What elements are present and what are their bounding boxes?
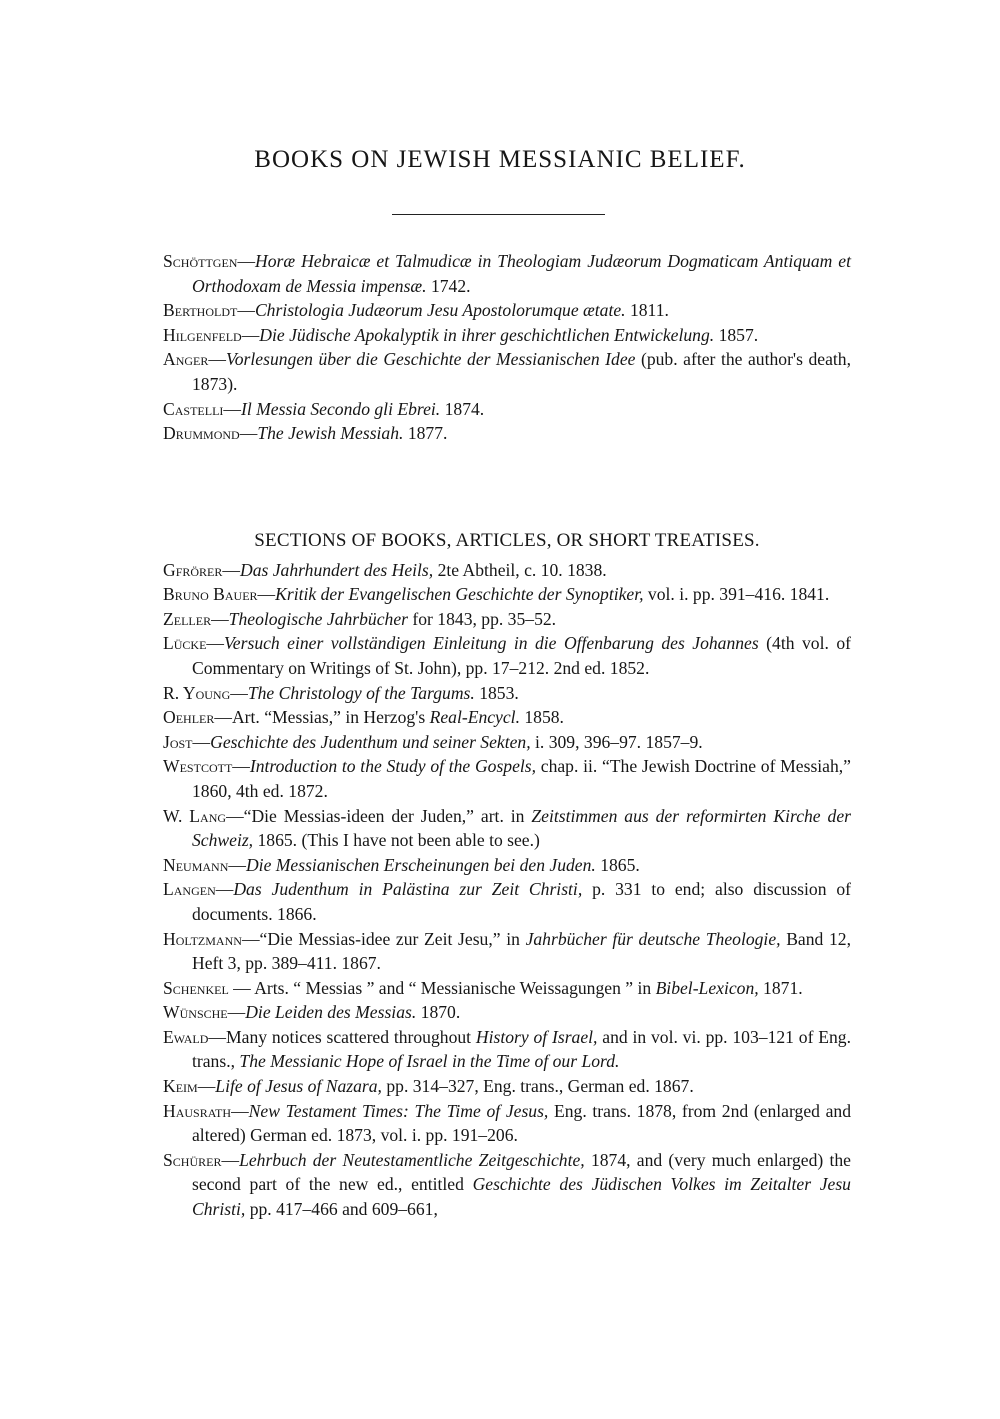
entry-author: Hausrath xyxy=(163,1100,232,1121)
entry-author: Wünsche xyxy=(163,1002,228,1023)
entry-text: chap. ii. “The Jewish Doctrine of Messiah,” 1860, 4th ed. 1872. xyxy=(192,756,851,801)
bibliography-entry xyxy=(163,804,851,853)
entry-author: Westcott xyxy=(163,756,233,777)
entry-separator: — xyxy=(221,1149,240,1170)
entry-text: 1874. xyxy=(440,398,485,419)
entry-separator: — xyxy=(241,324,260,345)
entry-text: vol. i. pp. 391–416. 1841. xyxy=(643,584,830,605)
entry-text: Arts. “ Messias ” and “ Messianische Weissagungen ” in xyxy=(254,977,656,998)
entry-title: Das Judenthum in Palästina zur Zeit Christi, xyxy=(233,879,583,900)
bibliography-entry xyxy=(163,1148,851,1222)
entry-title: Versuch einer vollständigen Einleitung in die Offenbarung des Johannes xyxy=(224,633,759,654)
entry-title: Jahrbücher für deutsche Theologie, xyxy=(525,928,781,949)
entry-separator: — xyxy=(222,559,240,580)
entry-title: Il Messia Secondo gli Ebrei. xyxy=(241,398,441,419)
entry-title: Bibel-Lexicon, xyxy=(655,977,759,998)
entry-title: History of Israel, xyxy=(475,1026,598,1047)
page-title: BOOKS ON JEWISH MESSIANIC BELIEF. xyxy=(254,146,746,173)
entry-text: 1742. xyxy=(426,275,471,296)
bibliography-entry xyxy=(163,754,851,803)
entry-title: New Testament Times: The Time of Jesus, xyxy=(248,1100,549,1121)
entry-title: Introduction to the Study of the Gospels, xyxy=(249,756,537,777)
entry-separator: — xyxy=(192,731,211,752)
section-heading: SECTIONS OF BOOKS, ARTICLES, OR SHORT TREATISES. xyxy=(254,530,760,551)
entry-title: Die Leiden des Messias. xyxy=(245,1002,417,1023)
entry-separator: — xyxy=(231,1100,249,1121)
entry-author: Schenkel xyxy=(163,977,229,998)
entry-separator: — xyxy=(232,756,250,777)
bibliography-entry xyxy=(163,976,851,1001)
entry-title: Die Jüdische Apokalyptik in ihrer geschichtlichen Entwickelung. xyxy=(259,324,715,345)
entry-text: pp. 417–466 and 609–661, xyxy=(245,1199,438,1220)
entry-author: Hilgenfeld xyxy=(163,324,242,345)
bibliography-entry xyxy=(163,1099,851,1148)
entry-author: Drummond xyxy=(163,423,240,444)
entry-author: Castelli xyxy=(163,398,224,419)
entry-title: Life of Jesus of Nazara, xyxy=(215,1076,382,1097)
entry-text: (pub. after the author's death, 1873). xyxy=(192,349,851,394)
entry-text: 1871. xyxy=(758,977,803,998)
bibliography-entry xyxy=(163,681,851,706)
entry-author: Ewald xyxy=(163,1026,209,1047)
bibliography-entry xyxy=(163,730,851,755)
entry-title: Horæ Hebraicæ et Talmudicæ in Theologiam Judæorum Dogmaticam Antiquam et Orthodoxam de Messia impensæ. xyxy=(192,251,851,296)
bibliography-entry xyxy=(163,607,851,632)
entry-text: 1870. xyxy=(416,1002,461,1023)
entry-separator: — xyxy=(211,608,229,629)
entry-title: Geschichte des Jüdischen Volkes im Zeitalter Jesu Christi, xyxy=(192,1174,851,1220)
entry-separator: — xyxy=(227,1002,246,1023)
entry-author: Zeller xyxy=(163,608,212,629)
entry-separator: — xyxy=(208,1026,226,1047)
entry-title: Lehrbuch der Neutestamentliche Zeitgeschichte, xyxy=(239,1149,585,1170)
bibliography-entry xyxy=(163,397,851,422)
entry-title: Die Messianischen Erscheinungen bei den Juden. xyxy=(245,854,596,875)
bibliography-entry xyxy=(163,582,851,607)
bibliography-entry xyxy=(163,323,851,348)
entry-author: Lücke xyxy=(163,633,207,654)
entry-author: Langen xyxy=(163,879,216,900)
entry-author: Holtzmann xyxy=(163,928,242,949)
articles-section xyxy=(163,529,851,1222)
entry-separator: — xyxy=(214,707,232,728)
entry-text: Eng. trans. 1878, from 2nd (enlarged and altered) German ed. 1873, vol. i. pp. 191–206. xyxy=(192,1100,851,1146)
entry-separator: — xyxy=(215,879,234,900)
bibliography-entry xyxy=(163,853,851,878)
bibliography-entry xyxy=(163,877,851,926)
entry-separator: — xyxy=(241,928,260,949)
articles-list xyxy=(163,558,851,1222)
entry-author: W. Lang xyxy=(163,805,227,826)
entry-title: The Messianic Hope of Israel in the Time of our Lord. xyxy=(239,1051,620,1072)
entry-title: Vorlesungen über die Geschichte der Messianischen Idee xyxy=(225,349,636,370)
entry-title: Kritik der Evangelischen Geschichte der Synoptiker, xyxy=(275,584,644,605)
entry-text: Art. “Messias,” in Herzog's xyxy=(231,707,430,728)
entry-title: The Christology of the Targums. xyxy=(247,682,475,703)
entry-title: Zeitstimmen aus der reformirten Kirche der Schweiz, xyxy=(192,805,851,851)
entry-separator: — xyxy=(228,854,246,875)
bibliography-entry xyxy=(163,298,851,323)
bibliography-entry xyxy=(163,1074,851,1099)
books-list xyxy=(163,249,851,446)
bibliography-entry xyxy=(163,421,851,446)
bibliography-entry xyxy=(163,705,851,730)
entry-separator: — xyxy=(223,398,241,419)
entry-text: 1865. (This I have not been able to see.) xyxy=(253,830,540,851)
entry-author: Oehler xyxy=(163,707,215,728)
entry-text: 1865. xyxy=(595,854,640,875)
entry-title: Das Jahrhundert des Heils, xyxy=(239,559,434,580)
entry-text: 1857. xyxy=(714,324,759,345)
bibliography-entry xyxy=(163,558,851,583)
entry-text: Band 12, Heft 3, pp. 389–411. 1867. xyxy=(192,928,851,974)
entry-text: 1874, and (very much enlarged) the second part of the new ed., entitled xyxy=(192,1149,851,1195)
entry-text: 1858. xyxy=(519,707,564,728)
bibliography-entry xyxy=(163,631,851,680)
entry-separator: — xyxy=(206,633,225,654)
entry-separator: — xyxy=(237,300,255,321)
entry-title: Real-Encycl. xyxy=(429,707,520,728)
entry-text: 2te Abtheil, c. 10. 1838. xyxy=(433,559,607,580)
entry-text: Many notices scattered throughout xyxy=(226,1026,476,1047)
entry-author: R. Young xyxy=(163,682,231,703)
entry-separator: — xyxy=(228,977,255,998)
entry-text: for 1843, pp. 35–52. xyxy=(408,608,557,629)
entry-author: Bruno Bauer xyxy=(163,584,258,605)
entry-separator: — xyxy=(208,349,226,370)
entry-title: Theologische Jahrbücher xyxy=(228,608,408,629)
entry-author: Jost xyxy=(163,731,193,752)
bibliography-entry xyxy=(163,347,851,396)
entry-text: 1877. xyxy=(403,423,448,444)
entry-text: 1853. xyxy=(474,682,519,703)
entry-separator: — xyxy=(197,1076,216,1097)
bibliography-entry xyxy=(163,1025,851,1074)
bibliography-entry xyxy=(163,1000,851,1025)
entry-text: “Die Messias-ideen der Juden,” art. in xyxy=(243,805,532,826)
entry-title: The Jewish Messiah. xyxy=(257,423,404,444)
entry-author: Schöttgen xyxy=(163,251,238,271)
bibliography-entry xyxy=(163,249,851,298)
entry-author: Bertholdt xyxy=(163,300,238,321)
entry-separator: — xyxy=(257,584,276,605)
entry-title: Christologia Judæorum Jesu Apostolorumque ætate. xyxy=(254,300,626,321)
entry-separator: — xyxy=(230,682,248,703)
entry-author: Anger xyxy=(163,349,209,370)
entry-title: Geschichte des Judenthum und seiner Sekten, xyxy=(210,731,531,752)
entry-text: p. 331 to end; also discussion of documents. 1866. xyxy=(192,879,851,924)
entry-text: 1811. xyxy=(625,300,669,321)
entry-author: Keim xyxy=(163,1076,198,1097)
entry-separator: — xyxy=(239,423,258,444)
entry-separator: — xyxy=(237,251,256,271)
entry-text: i. 309, 396–97. 1857–9. xyxy=(530,731,703,752)
entry-text: and in vol. vi. pp. 103–121 of Eng. trans., xyxy=(192,1026,851,1072)
entry-text: (4th vol. of Commentary on Writings of St. John), pp. 17–212. 2nd ed. 1852. xyxy=(192,633,851,678)
title-rule xyxy=(392,214,605,215)
entry-text: “Die Messias-idee zur Zeit Jesu,” in xyxy=(259,928,526,949)
entry-author: Neumann xyxy=(163,854,229,875)
entry-separator: — xyxy=(226,805,244,826)
bibliography-entry xyxy=(163,927,851,976)
entry-author: Gfrörer xyxy=(163,559,223,580)
entry-text: pp. 314–327, Eng. trans., German ed. 1867. xyxy=(381,1076,694,1097)
entry-author: Schürer xyxy=(163,1149,222,1170)
